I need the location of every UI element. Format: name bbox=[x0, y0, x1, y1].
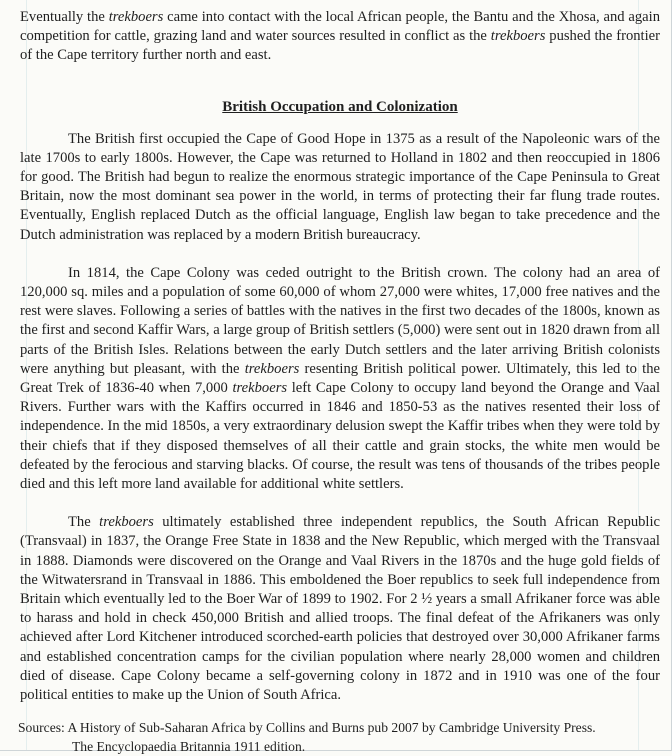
intro-text-1: Eventually the bbox=[20, 9, 109, 25]
sources-line-1: Sources: A History of Sub-Saharan Africa by Collins and Burns pub 2007 by Cambridge University Press. bbox=[18, 720, 596, 736]
section-heading: British Occupation and Colonization bbox=[222, 98, 458, 115]
intro-italic-trekboers-2: trekboers bbox=[490, 28, 546, 45]
para2-italic-trekboers-1: trekboers bbox=[244, 360, 300, 377]
paragraph-british-occupation: The British first occupied the Cape of Good Hope in 1375 as a result of the Napoleonic wars of the late 1700s to early 1800s. However, the Cape was returned to Holland in 1802 and then reoccupied in 1806 for good. The British had begun to realize the enormous strategic importance of the Cape Peninsula to Great Britain, now the most dominant sea power in the world, in terms of protecting their far flung trade routes. Eventually, English replaced Dutch as the official language, English law began to take precedence and the Dutch administration was replaced by a modern British bureaucracy. bbox=[20, 130, 660, 243]
para2-text-3: left Cape Colony to occupy land beyond the Orange and Vaal Rivers. Further wars with the Kaffirs occurred in 1846 and 1850-53 as the natives resented their loss of independence. In the mid 1850s, a very extraordinary delusion swept the Kaffir tribes when they were told by their chiefs that if they disposed themselves of all their cattle and grain stocks, the white men would be defeated by the ferocious and starving blacks. Of course, the result was tens of thousands of the tribes people died and this left more land available for additional white settlers. bbox=[20, 380, 660, 493]
para2-text-1: In 1814, the Cape Colony was ceded outright to the British crown. The colony had an area of 120,000 sq. miles and a population of some 60,000 of whom 27,000 were whites, 17,000 free natives and the rest were slaves. Following a series of battles with the natives in the first two decades of the 1800s, known as the first and second Kaffir Wars, a large group of British settlers (5,000) were sent out in 1820 drawn from all parts of the British Isles. Relations between the early Dutch settlers and the later arriving British colonists were anything but pleasant, with the bbox=[20, 264, 660, 377]
intro-text-3: pushed the frontier of the Cape territory further north and east. bbox=[20, 28, 660, 64]
intro-italic-trekboers-1: trekboers bbox=[108, 9, 164, 25]
para2-italic-trekboers-2: trekboers bbox=[232, 380, 288, 397]
sources-block bbox=[18, 719, 660, 756]
sources-line-2: The Encyclopaedia Britannia 1911 edition. bbox=[72, 738, 306, 754]
para3-text-2: ultimately established three independent republics, the South African Republic (Transvaal) in 1837, the Orange Free State in 1838 and the New Republic, which merged with the Transvaal in 1888. Diamonds were discovered on the Orange and Vaal Rivers in the 1870s and the huge gold fields of the Witwatersrand in Transvaal in 1886. This emboldened the Boer republics to seek full independence from Britain which eventually led to the Boer War of 1899 to 1902. For 2 ½ years a small Afrikaner force was able to harass and hold in check 450,000 British and allied troops. The final defeat of the Afrikaners was only achieved after Lord Kitchener introduced scorched-earth policies that destroyed over 30,000 Afrikaner farms and established concentration camps for the civilian population where nearly 28,000 women and children died of disease. Cape Colony became a self-governing colony in 1872 and in 1910 was one of the four political entities to make up the Union of South Africa. bbox=[20, 514, 660, 704]
document-content bbox=[20, 8, 660, 756]
intro-text-2: came into contact with the local African people, the Bantu and the Xhosa, and again competition for cattle, grazing land and water sources resulted in conflict as the bbox=[20, 9, 660, 45]
paragraph-boer-republics bbox=[20, 513, 660, 705]
paragraph-cape-colony bbox=[20, 264, 660, 494]
para3-text-1: The bbox=[68, 514, 100, 531]
intro-paragraph bbox=[20, 8, 660, 66]
para3-italic-trekboers: trekboers bbox=[99, 514, 154, 531]
para2-text-2: resenting British political power. Ultimately, this led to the Great Trek of 1836-40 when 7,000 bbox=[20, 360, 660, 397]
